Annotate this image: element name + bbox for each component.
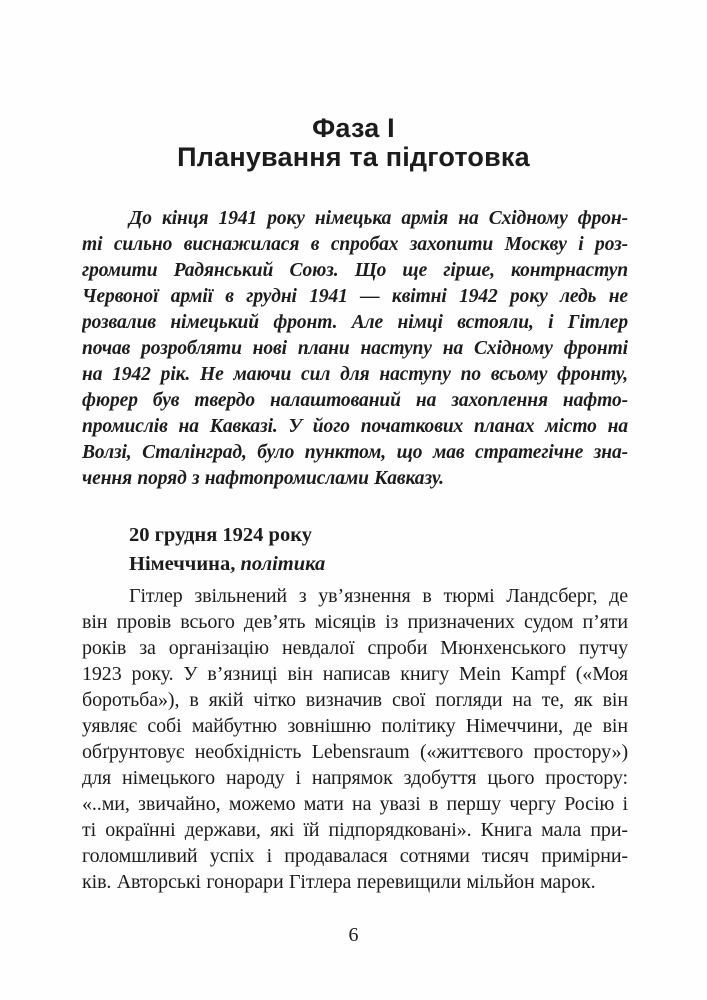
page-number: 6 [348, 924, 359, 946]
body-line: ті окраїнні держави, які їй підпорядковані». Книга мала при- [82, 819, 628, 841]
chapter-title-line2: Планування та підготовка [177, 142, 530, 172]
intro-line: почав розробляти нові плани наступу на Східному фронті [82, 338, 628, 359]
intro-line: Волзі, Сталінград, було пунктом, що мав стратегічне зна- [82, 442, 628, 463]
body-line: Гітлер звільнений з ув’язнення в тюрмі Ландсберг, де [129, 585, 628, 607]
intro-line: громити Радянський Союз. Що ще гірше, контрнаступ [82, 260, 628, 281]
body-line: обґрунтовує необхідність Lebensraum («життєвого простору») [82, 741, 628, 763]
body-line: ків. Авторські гонорари Гітлера перевищили мільйон марок. [82, 871, 596, 893]
entry-date-heading: 20 грудня 1924 року [129, 524, 312, 546]
body-line: «..ми, звичайно, можемо мати на увазі в першу чергу Росію і [82, 793, 628, 815]
body-line: він провів всього дев’ять місяців із призначених судом п’яти [82, 611, 628, 633]
intro-line: ті сильно виснажилася в спробах захопити Москву і роз- [82, 234, 628, 255]
body-line: уявляє собі майбутню зовнішню політику Німеччини, де він [82, 715, 628, 737]
chapter-title-line1: Фаза I [312, 113, 395, 143]
intro-line: фюрер був твердо налаштований на захоплення нафто- [82, 390, 628, 411]
intro-line: Червоної армії в грудні 1941 — квітні 1942 року ледь не [82, 286, 628, 307]
intro-line: промислів на Кавказі. У його початкових планах місто на [82, 416, 628, 437]
chapter-title [0, 114, 707, 172]
entry-location: Німеччина, [129, 553, 236, 575]
intro-line: До кінця 1941 року німецька армія на Східному фрон- [129, 208, 628, 229]
intro-paragraph [82, 206, 628, 492]
entry-body-paragraph [82, 583, 628, 895]
body-line: років за організацію невдалої спроби Мюнхенського путчу [82, 637, 628, 659]
entry-location-heading [129, 552, 325, 576]
body-line: голомшливий успіх і продавалася сотнями тисяч примірни- [82, 845, 628, 867]
entry-topic: політика [240, 553, 326, 575]
intro-line: чення поряд з нафтопромислами Кавказу. [82, 468, 444, 489]
body-line: 1923 року. У в’язниці він написав книгу Mein Kampf («Моя [82, 663, 628, 685]
intro-line: розвалив німецький фронт. Але німці встояли, і Гітлер [82, 312, 628, 333]
body-line: для німецького народу і напрямок здобуття цього простору: [82, 767, 628, 789]
intro-line: на 1942 рік. Не маючи сил для наступу по всьому фронту, [82, 364, 628, 385]
body-line: боротьба»), в якій чітко визначив свої погляди на те, як він [82, 689, 628, 711]
